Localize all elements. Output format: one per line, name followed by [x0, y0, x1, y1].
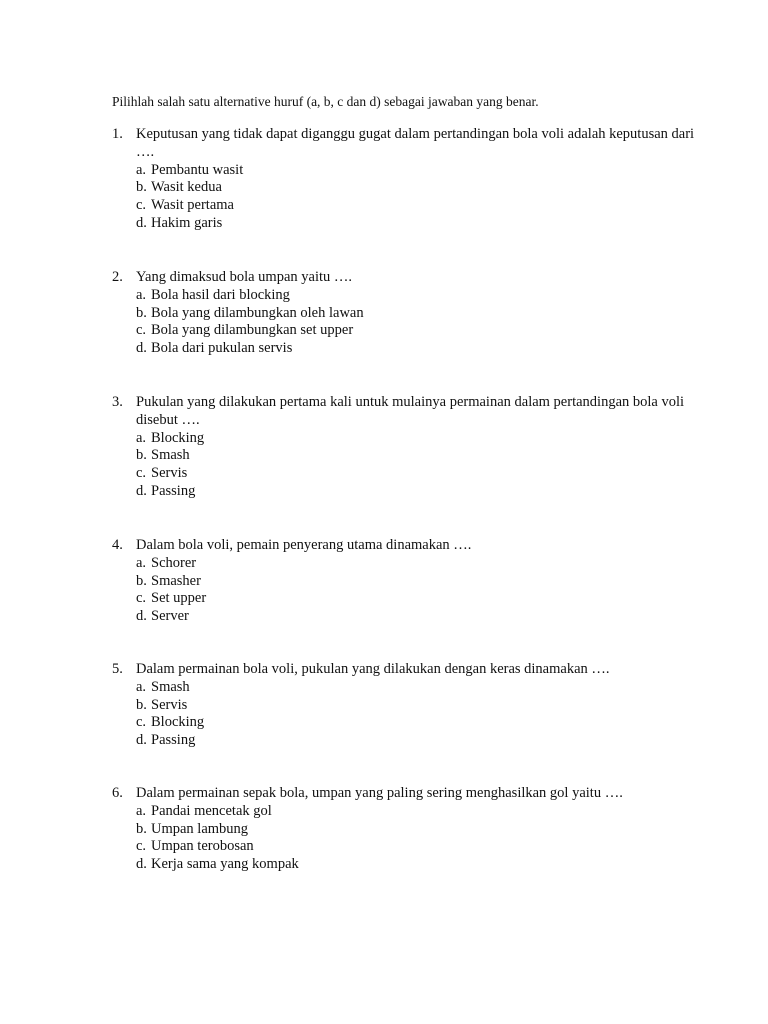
question-text: Dalam permainan bola voli, pukulan yang dilakukan dengan keras dinamakan ….	[136, 661, 610, 677]
option-text: Bola dari pukulan servis	[151, 340, 293, 357]
option-letter: d.	[136, 856, 147, 873]
option-letter: a.	[136, 429, 147, 446]
option-a	[136, 555, 702, 573]
question-text: Dalam bola voli, pemain penyerang utama dinamakan ….	[136, 537, 472, 553]
option-text: Passing	[151, 482, 196, 499]
question-number: 6.	[112, 785, 123, 801]
question-text: Yang dimaksud bola umpan yaitu ….	[136, 269, 353, 285]
option-d	[136, 732, 702, 750]
question-number: 1.	[112, 126, 123, 142]
question-number: 3.	[112, 394, 123, 410]
option-list	[112, 287, 702, 358]
option-text: Bola yang dilambungkan set upper	[151, 322, 354, 339]
option-list	[112, 679, 702, 750]
option-a	[136, 430, 702, 448]
option-c	[136, 197, 702, 215]
question-number: 4.	[112, 537, 123, 553]
question-2	[112, 269, 702, 358]
option-a	[136, 803, 702, 821]
option-d	[136, 856, 702, 874]
option-text: Smasher	[151, 572, 201, 589]
option-letter: c.	[136, 465, 147, 482]
option-list	[112, 555, 702, 626]
option-letter: a.	[136, 802, 147, 819]
option-c	[136, 714, 702, 732]
option-letter: b.	[136, 820, 147, 837]
option-text: Set upper	[151, 590, 207, 607]
option-letter: d.	[136, 482, 147, 499]
option-a	[136, 679, 702, 697]
option-text: Servis	[151, 465, 188, 482]
option-text: Kerja sama yang kompak	[151, 856, 299, 873]
option-b	[136, 179, 702, 197]
option-text: Pandai mencetak gol	[151, 802, 272, 819]
option-text: Schorer	[151, 554, 197, 571]
option-letter: c.	[136, 197, 147, 214]
option-text: Passing	[151, 732, 196, 749]
option-letter: d.	[136, 608, 147, 625]
question-3	[112, 394, 702, 501]
option-letter: a.	[136, 554, 147, 571]
option-letter: b.	[136, 179, 147, 196]
option-letter: d.	[136, 732, 147, 749]
option-list	[112, 430, 702, 501]
option-text: Hakim garis	[151, 214, 223, 231]
question-text: Pukulan yang dilakukan pertama kali untuk mulainya permainan dalam pertandingan bola voli disebut ….	[136, 394, 685, 428]
option-letter: a.	[136, 286, 147, 303]
option-text: Bola yang dilambungkan oleh lawan	[151, 304, 364, 321]
option-letter: c.	[136, 838, 147, 855]
option-letter: b.	[136, 696, 147, 713]
option-letter: d.	[136, 214, 147, 231]
option-letter: d.	[136, 340, 147, 357]
option-letter: a.	[136, 161, 147, 178]
instruction-text: Pilihlah salah satu alternative huruf (a, b, c dan d) sebagai jawaban yang benar.	[112, 94, 539, 109]
option-letter: b.	[136, 572, 147, 589]
question-number: 5.	[112, 661, 123, 677]
question-4	[112, 537, 702, 626]
option-list	[112, 162, 702, 233]
option-c	[136, 322, 702, 340]
option-b	[136, 305, 702, 323]
option-b	[136, 447, 702, 465]
question-number: 2.	[112, 269, 123, 285]
option-d	[136, 483, 702, 501]
option-text: Wasit kedua	[151, 179, 222, 196]
option-c	[136, 590, 702, 608]
option-a	[136, 287, 702, 305]
option-b	[136, 573, 702, 591]
option-text: Servis	[151, 696, 188, 713]
question-1	[112, 126, 702, 233]
option-letter: c.	[136, 322, 147, 339]
question-5	[112, 661, 702, 750]
option-letter: c.	[136, 590, 147, 607]
question-6	[112, 785, 702, 874]
option-text: Umpan lambung	[151, 820, 249, 837]
option-letter: c.	[136, 714, 147, 731]
option-b	[136, 697, 702, 715]
option-c	[136, 838, 702, 856]
option-letter: b.	[136, 447, 147, 464]
option-list	[112, 803, 702, 874]
option-text: Blocking	[151, 429, 205, 446]
option-text: Blocking	[151, 714, 205, 731]
option-c	[136, 465, 702, 483]
option-text: Smash	[151, 678, 190, 695]
option-d	[136, 215, 702, 233]
option-letter: a.	[136, 678, 147, 695]
option-text: Pembantu wasit	[151, 161, 244, 178]
option-letter: b.	[136, 304, 147, 321]
option-text: Umpan terobosan	[151, 838, 254, 855]
option-b	[136, 821, 702, 839]
option-text: Server	[151, 608, 189, 625]
option-d	[136, 608, 702, 626]
option-text: Wasit pertama	[151, 197, 234, 214]
question-text: Keputusan yang tidak dapat diganggu gugat dalam pertandingan bola voli adalah keputusan dari ….	[136, 126, 695, 160]
question-text: Dalam permainan sepak bola, umpan yang paling sering menghasilkan gol yaitu ….	[136, 785, 623, 801]
option-text: Bola hasil dari blocking	[151, 286, 290, 303]
option-a	[136, 162, 702, 180]
option-text: Smash	[151, 447, 190, 464]
option-d	[136, 340, 702, 358]
